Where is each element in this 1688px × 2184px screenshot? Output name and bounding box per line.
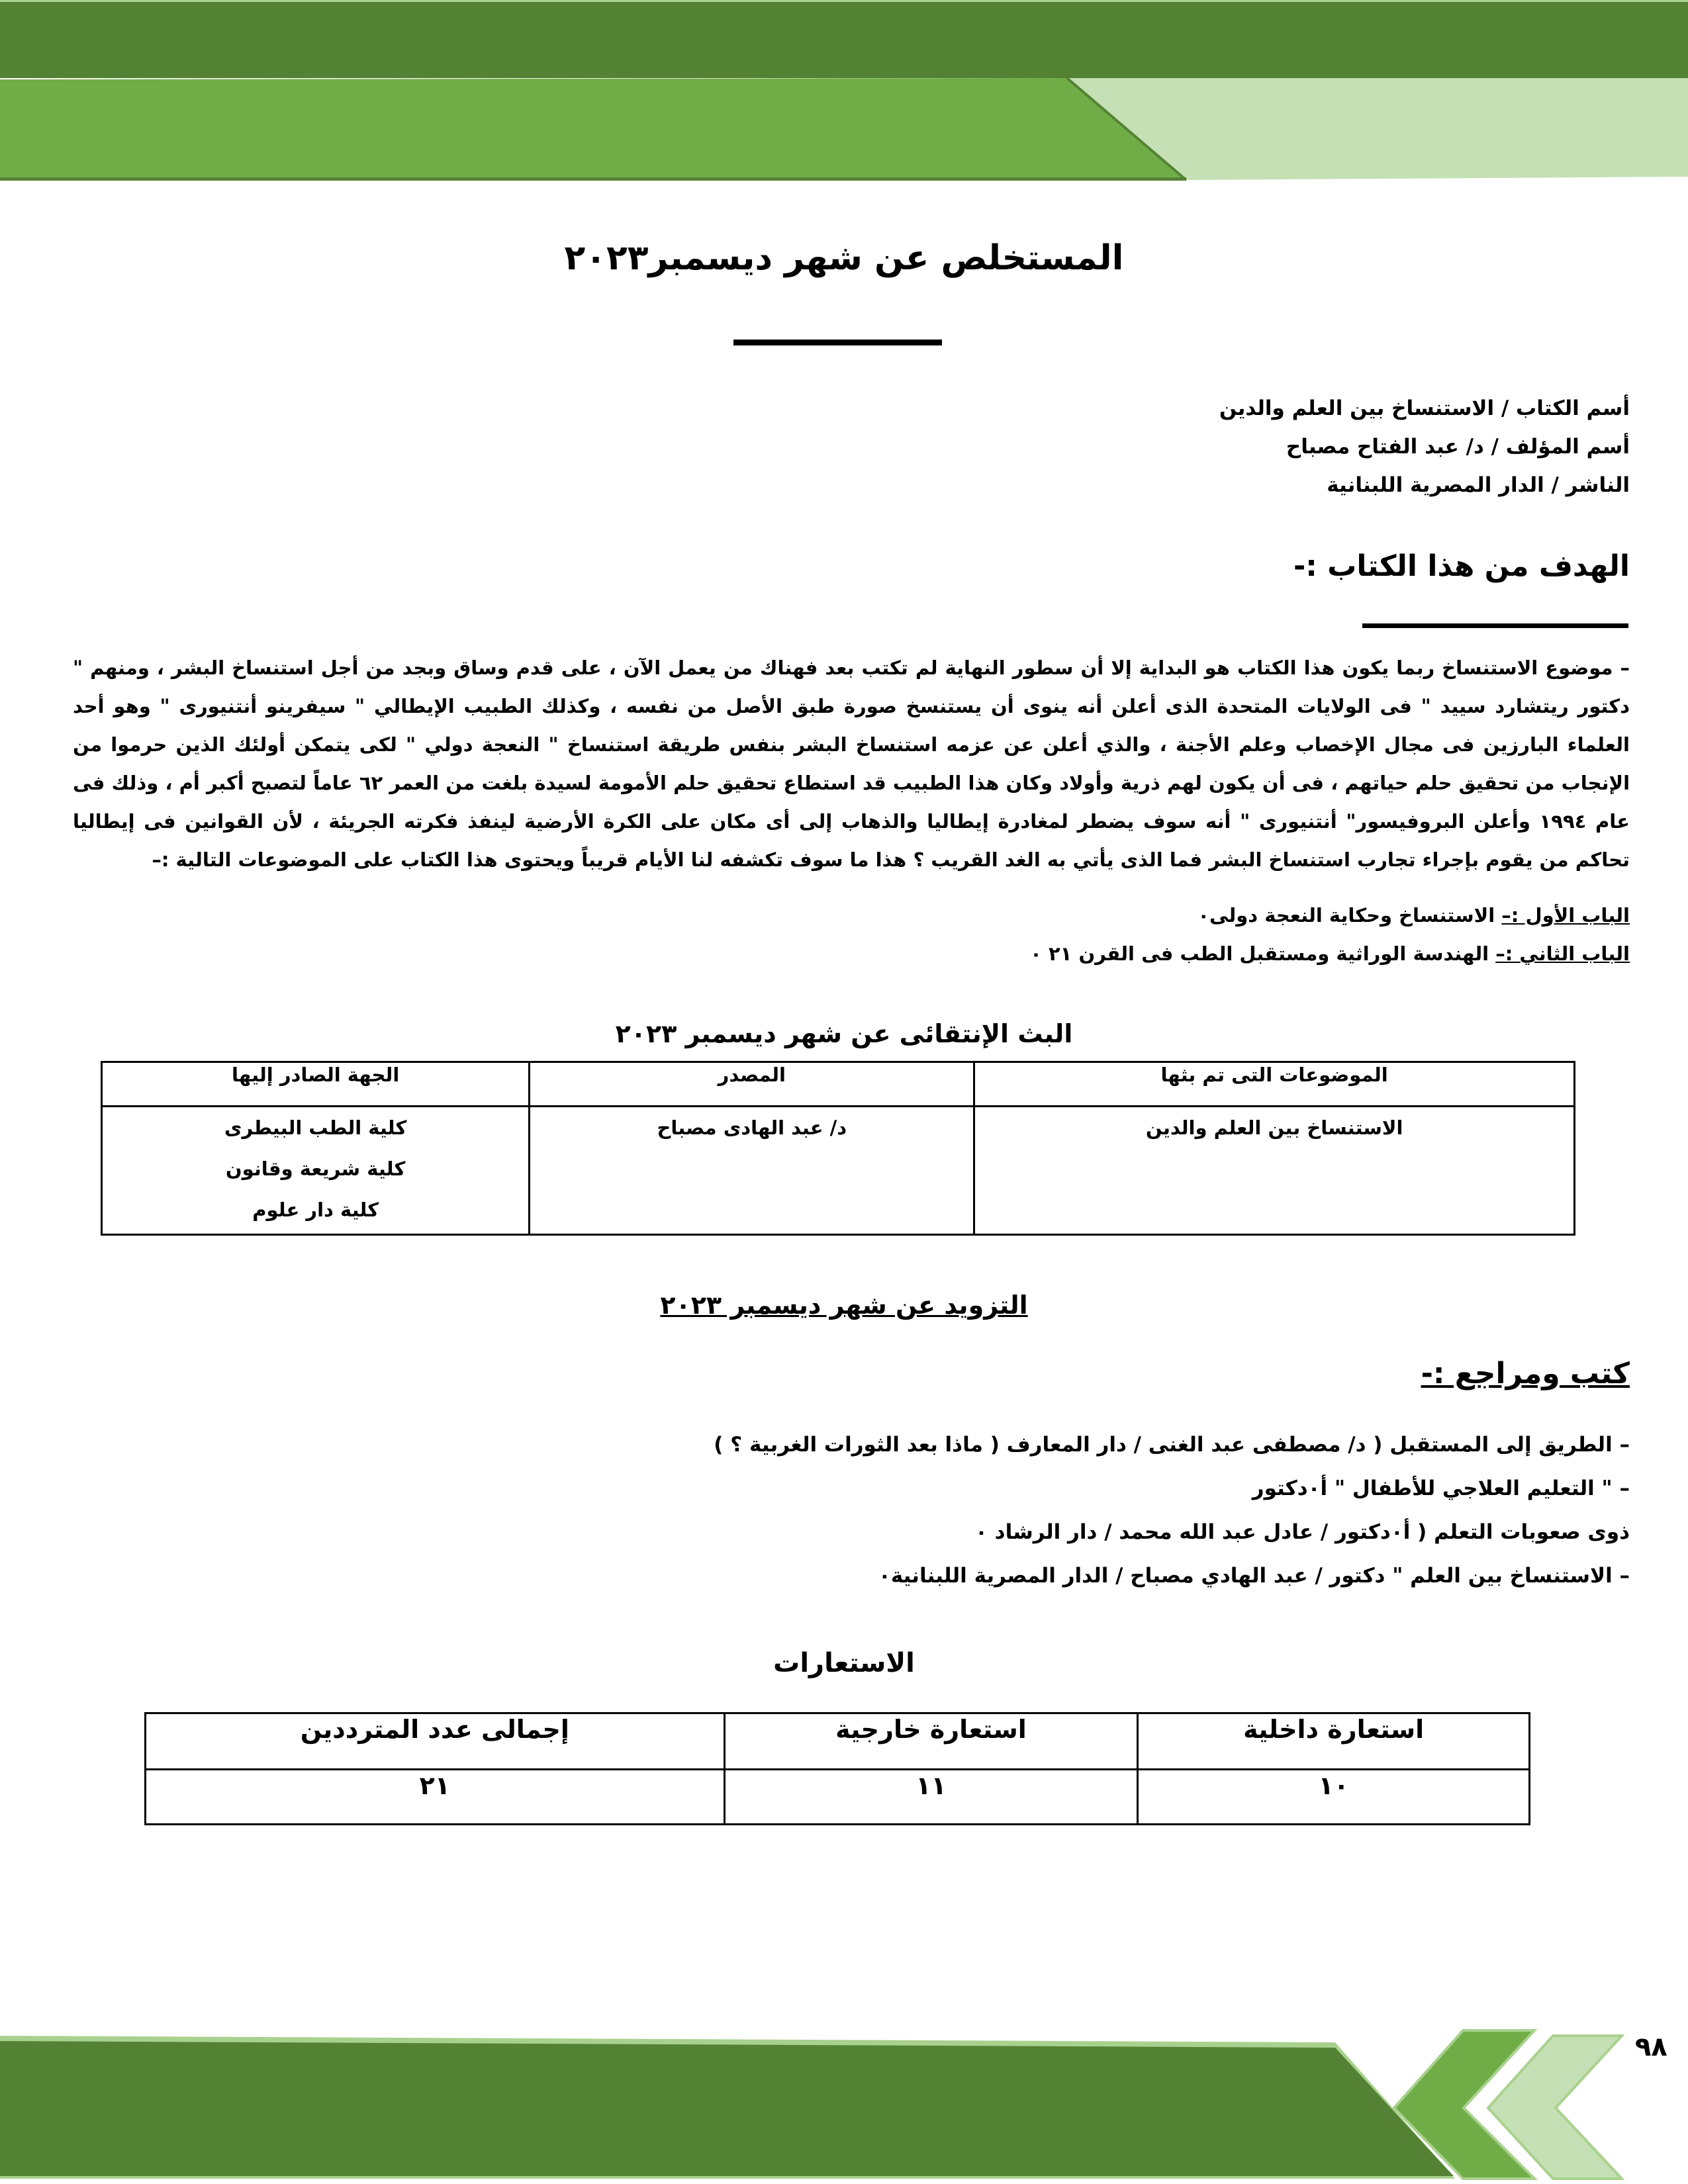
goal-paragraph: – موضوع الاستنساخ ربما يكون هذا الكتاب هو البداية إلا أن سطور النهاية لم تكتب بعد فهناك من يعمل الآن ، على قدم وساق وبجد من أجل استنساخ البشر ، ومنهم " دكتور ريتشارد سييد " فى الولايات المتحدة الذى أعلن أنه ينوى أن يستنسخ صورة طبق الأصل من نفسه ، وكذلك الطبيب الإيطالي " سيفرينو أنتنيورى " وهو أحد العلماء البارزين فى مجال الإخصاب وعلم الأجنة ، والذي أعلن عن عزمه استنساخ البشر بنفس طريقة استنساخ " النعجة دولي " لكى يتمكن أولئك الذين حرموا من الإنجاب من تحقيق حلم حياتهم ، فى أن يكون لهم ذرية وأولاد وكان هذا الطبيب قد استطاع تحقيق حلم الأمومة لسيدة بلغت من العمر ٦٢ عاماً لتصبح أكبر أم ، وذلك فى عام ١٩٩٤ وأعلن البروفيسور" أنتنيورى " أنه سوف يضطر لمغادرة إيطاليا والذهاب إلى أى مكان على الكرة الأرضية لينفذ فكرته الجريئة ، لأن القوانين فى إيطاليا تحاكم من يقوم بإجراء تجارب استنساخ البشر فما الذى يأتي به الغد القريب ؟ هذا ما سوف تكشفه لنا الأيام قريباً ويحتوى هذا الكتاب على الموضوعات التالية :– xyxy=(73,657,1630,871)
list-item: ذوى صعوبات التعلم ( أ٠دكتور / عادل عبد الله محمد / دار الرشاد ٠ xyxy=(974,1520,1630,1544)
header-band-mid xyxy=(0,78,1186,180)
value-cell: ١١ xyxy=(724,1770,1138,1825)
chapter-text: الهندسة الوراثية ومستقبل الطب فى القرن ٢١ ٠ xyxy=(1030,942,1496,965)
table-row xyxy=(102,1107,1575,1235)
chapter-label: الباب الثاني :– xyxy=(1495,942,1630,965)
title-divider xyxy=(733,340,942,345)
loans-title: الاستعارات xyxy=(773,1648,915,1678)
value-cell: ١٠ xyxy=(1138,1770,1530,1825)
page-title: المستخلص عن شهر ديسمبر٢٠٢٣ xyxy=(564,238,1124,278)
topic-cell: الاستنساخ بين العلم والدين xyxy=(974,1107,1575,1235)
header-banner xyxy=(0,0,1688,192)
table-row xyxy=(146,1770,1530,1825)
book-publisher: الناشر / الدار المصرية اللبنانية xyxy=(1327,473,1630,497)
list-item: – " التعليم العلاجي للأطفال " أ٠دكتور xyxy=(1252,1477,1630,1500)
header-cell: استعارة خارجية xyxy=(724,1713,1138,1770)
list-item: – الاستنساخ بين العلم " دكتور / عبد الهادي مصباح / الدار المصرية اللبنانية٠ xyxy=(878,1564,1630,1588)
recipient: كلية الطب البيطرى xyxy=(224,1116,407,1139)
header-cell: استعارة داخلية xyxy=(1138,1713,1530,1770)
header-band-dark xyxy=(0,0,1688,78)
header-cell: إجمالى عدد المترددين xyxy=(146,1713,725,1770)
books-heading: كتب ومراجع :- xyxy=(1421,1357,1630,1390)
book-name: أسم الكتاب / الاستنساخ بين العلم والدين xyxy=(1219,396,1630,420)
book-info xyxy=(835,389,1630,504)
footer-band-dark xyxy=(0,2041,1454,2176)
recipients-cell xyxy=(102,1107,530,1235)
page-number: ٩٨ xyxy=(1635,2032,1667,2062)
books-list xyxy=(703,1423,1630,1598)
header-cell: المصدر xyxy=(530,1062,974,1107)
chapter-label: الباب الأول :– xyxy=(1501,904,1630,927)
loans-table xyxy=(144,1712,1530,1825)
broadcast-table xyxy=(101,1061,1575,1236)
book-author: أسم المؤلف / د/ عبد الفتاح مصباح xyxy=(1286,435,1630,459)
footer-banner xyxy=(0,2005,1688,2184)
recipient: كلية شريعة وقانون xyxy=(225,1158,406,1180)
recipient: كلية دار علوم xyxy=(252,1199,379,1221)
list-item: – الطريق إلى المستقبل ( د/ مصطفى عبد الغنى / دار المعارف ( ماذا بعد الثورات الغربية ؟ ) xyxy=(714,1433,1630,1457)
chapter-item xyxy=(769,896,1630,934)
value-cell: ٢١ xyxy=(146,1770,725,1825)
source-cell: د/ عبد الهادى مصباح xyxy=(530,1107,974,1235)
broadcast-title: البث الإنتقائى عن شهر ديسمبر ٢٠٢٣ xyxy=(615,1019,1073,1048)
goal-divider xyxy=(1362,623,1628,628)
chapter-item xyxy=(769,934,1630,973)
supply-title: التزويد عن شهر ديسمبر ٢٠٢٣ xyxy=(660,1291,1028,1320)
table-header-row xyxy=(146,1713,1530,1770)
header-cell: الموضوعات التى تم بثها xyxy=(974,1062,1575,1107)
chapters-list xyxy=(769,896,1630,973)
chapter-text: الاستنساخ وحكاية النعجة دولى٠ xyxy=(1197,904,1502,927)
header-cell: الجهة الصادر إليها xyxy=(102,1062,530,1107)
table-header-row xyxy=(102,1062,1575,1107)
goal-heading: الهدف من هذا الكتاب :- xyxy=(1293,549,1630,583)
